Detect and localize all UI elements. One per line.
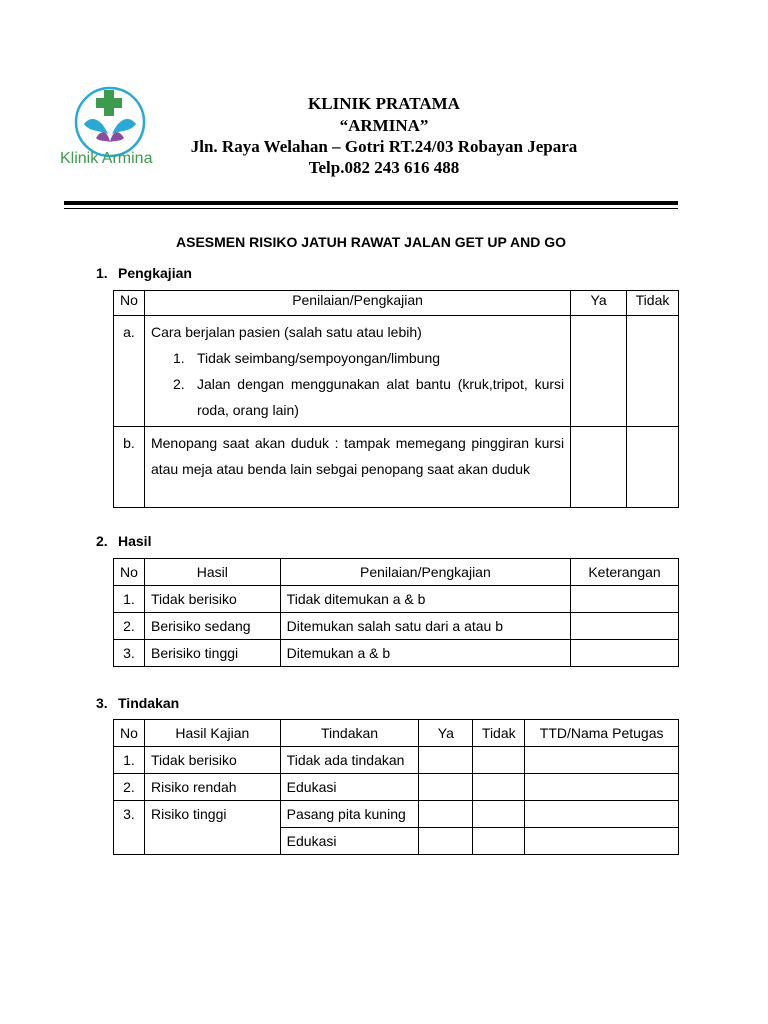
ya-cell[interactable] bbox=[571, 316, 627, 427]
tidak-cell[interactable] bbox=[473, 801, 525, 828]
header-rule bbox=[64, 201, 678, 205]
col-header-hasil-kajian: Hasil Kajian bbox=[144, 720, 280, 747]
row-tindakan: Pasang pita kuning bbox=[280, 801, 419, 828]
section-title: Hasil bbox=[118, 533, 152, 549]
clinic-phone: Telp.082 243 616 488 bbox=[308, 158, 460, 177]
col-header-tidak: Tidak bbox=[473, 720, 525, 747]
clinic-name: KLINIK PRATAMA bbox=[308, 94, 460, 113]
keterangan-cell[interactable] bbox=[571, 640, 679, 667]
ttd-cell[interactable] bbox=[525, 747, 679, 774]
col-header-ya: Ya bbox=[419, 720, 473, 747]
table-row bbox=[114, 586, 679, 613]
ya-cell[interactable] bbox=[571, 427, 627, 508]
section-title: Tindakan bbox=[118, 695, 180, 711]
list-item-text: Jalan dengan menggunakan alat bantu (kruk,tripot, kursi roda, orang lain) bbox=[196, 376, 565, 418]
section-number: 3. bbox=[96, 695, 108, 711]
keterangan-cell[interactable] bbox=[571, 613, 679, 640]
row-hasil: Tidak berisiko bbox=[144, 747, 280, 774]
ya-cell[interactable] bbox=[419, 828, 473, 855]
table-row bbox=[114, 427, 679, 508]
col-header-no: No bbox=[114, 291, 145, 316]
row-no: b. bbox=[114, 427, 145, 508]
row-hasil: Risiko rendah bbox=[144, 774, 280, 801]
list-item-number: 1. bbox=[172, 350, 185, 366]
table-header-row bbox=[114, 291, 679, 316]
row-hasil: Risiko tinggi bbox=[144, 801, 280, 855]
row-penilaian: Ditemukan salah satu dari a atau b bbox=[280, 613, 570, 640]
col-header-no: No bbox=[114, 720, 145, 747]
row-no: 1. bbox=[114, 586, 145, 613]
col-header-keterangan: Keterangan bbox=[571, 559, 679, 586]
row-content bbox=[144, 316, 570, 427]
row-no: 2. bbox=[114, 774, 145, 801]
row-tindakan: Edukasi bbox=[280, 774, 419, 801]
row-no: 3. bbox=[114, 801, 145, 855]
tidak-cell[interactable] bbox=[627, 316, 679, 427]
row-hasil: Berisiko sedang bbox=[144, 613, 280, 640]
section-number: 2. bbox=[96, 533, 108, 549]
action-table bbox=[113, 719, 679, 855]
ya-cell[interactable] bbox=[419, 774, 473, 801]
table-row bbox=[114, 640, 679, 667]
col-header-tidak: Tidak bbox=[627, 291, 679, 316]
tidak-cell[interactable] bbox=[473, 828, 525, 855]
row-text: Cara berjalan pasien (salah satu atau lebih) bbox=[150, 324, 422, 340]
col-header-penilaian: Penilaian/Pengkajian bbox=[144, 291, 570, 316]
ttd-cell[interactable] bbox=[525, 801, 679, 828]
table-header-row bbox=[114, 559, 679, 586]
header-rule-thin bbox=[64, 208, 678, 209]
section-2-heading bbox=[96, 533, 151, 549]
row-no: 2. bbox=[114, 613, 145, 640]
row-hasil: Tidak berisiko bbox=[144, 586, 280, 613]
col-header-penilaian: Penilaian/Pengkajian bbox=[280, 559, 570, 586]
clinic-subname: “ARMINA” bbox=[339, 116, 429, 135]
table-header-row bbox=[114, 720, 679, 747]
row-penilaian: Ditemukan a & b bbox=[280, 640, 570, 667]
list-item bbox=[173, 371, 564, 423]
section-3-heading bbox=[96, 695, 179, 711]
table-row bbox=[114, 747, 679, 774]
assessment-table bbox=[113, 290, 679, 508]
col-header-hasil: Hasil bbox=[144, 559, 280, 586]
ya-cell[interactable] bbox=[419, 747, 473, 774]
logo-text: Klinik Armina bbox=[60, 150, 153, 167]
result-table bbox=[113, 558, 679, 667]
col-header-tindakan: Tindakan bbox=[280, 720, 419, 747]
table-row bbox=[114, 316, 679, 427]
section-number: 1. bbox=[96, 265, 108, 281]
keterangan-cell[interactable] bbox=[571, 586, 679, 613]
document-title: ASESMEN RISIKO JATUH RAWAT JALAN GET UP AND GO bbox=[176, 234, 566, 250]
ttd-cell[interactable] bbox=[525, 828, 679, 855]
clinic-address: Jln. Raya Welahan – Gotri RT.24/03 Robayan Jepara bbox=[190, 137, 578, 156]
list-item-number: 2. bbox=[172, 376, 185, 392]
col-header-no: No bbox=[114, 559, 145, 586]
row-text: Menopang saat akan duduk : tampak memegang pinggiran kursi atau meja atau benda lain sebgai penopang saat akan duduk bbox=[144, 427, 570, 508]
section-1-heading bbox=[96, 265, 192, 281]
row-no: 3. bbox=[114, 640, 145, 667]
tidak-cell[interactable] bbox=[473, 774, 525, 801]
table-row bbox=[114, 774, 679, 801]
table-row bbox=[114, 801, 679, 828]
tidak-cell[interactable] bbox=[473, 747, 525, 774]
ya-cell[interactable] bbox=[419, 801, 473, 828]
row-no: a. bbox=[114, 316, 145, 427]
row-no: 1. bbox=[114, 747, 145, 774]
row-tindakan: Tidak ada tindakan bbox=[280, 747, 419, 774]
col-header-ttd: TTD/Nama Petugas bbox=[525, 720, 679, 747]
list-item bbox=[173, 345, 564, 371]
table-row bbox=[114, 613, 679, 640]
row-penilaian: Tidak ditemukan a & b bbox=[280, 586, 570, 613]
section-title: Pengkajian bbox=[118, 265, 192, 281]
row-hasil: Berisiko tinggi bbox=[144, 640, 280, 667]
row-tindakan: Edukasi bbox=[280, 828, 419, 855]
ttd-cell[interactable] bbox=[525, 774, 679, 801]
list-item-text: Tidak seimbang/sempoyongan/limbung bbox=[196, 350, 441, 366]
tidak-cell[interactable] bbox=[627, 427, 679, 508]
col-header-ya: Ya bbox=[571, 291, 627, 316]
